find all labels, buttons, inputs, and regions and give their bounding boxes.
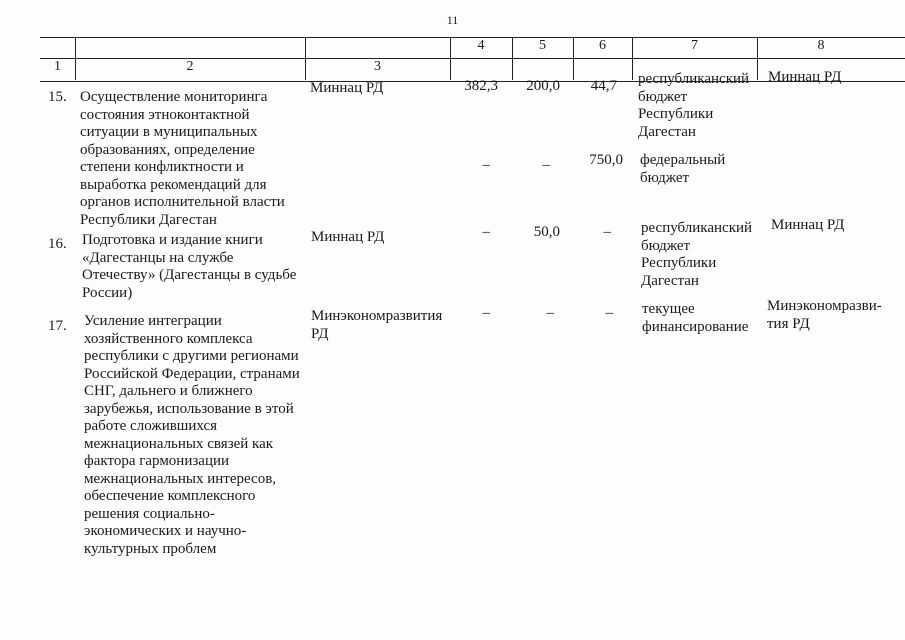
amount-col4: –: [482, 305, 490, 321]
row-responsible: Минэкономразви- тия РД: [767, 298, 882, 332]
row-description: Подготовка и издание книги «Дагестанцы на службе Отечеству» (Дагестанцы в судьбе России): [82, 232, 297, 301]
row-number: 17.: [48, 318, 67, 334]
row-executor: Минэкономразвития РД: [311, 308, 443, 342]
funding-source: республиканский бюджет Республики Дагестан: [641, 220, 753, 289]
amount-col5: –: [542, 157, 550, 173]
row-executor: Миннац РД: [311, 229, 385, 245]
funding-source: федеральный бюджет: [640, 152, 726, 186]
header-top-label: 7: [691, 38, 698, 53]
header-top-label: 8: [817, 38, 825, 53]
row-number: 16.: [48, 236, 67, 252]
amount-col4: –: [482, 157, 490, 173]
amount-col5: –: [546, 305, 554, 321]
amount-col6: 750,0: [589, 152, 623, 168]
row-description: Усиление интеграции хозяйственного комплекса республики с другими регионами Российской Федерации, странами СНГ, дальнего и ближнего зарубежья, использование в этой работе сложившихся межнациональных связей как фактора гармонизации межнациональных интересов, обеспечение комплексного решения социально- экономических и научно- культурных проблем: [84, 313, 300, 557]
funding-source: республиканский бюджет Республики Дагестан: [638, 71, 750, 140]
amount-col6: –: [603, 224, 611, 240]
header-top-label: 5: [539, 38, 546, 53]
row-description: Осуществление мониторинга состояния этноконтактной ситуации в муниципальных образованиях, определение степени конфликтности и выработка рекомендаций для органов исполнительной власти Республики Дагестан: [80, 89, 285, 228]
row-number: 15.: [48, 89, 67, 105]
amount-col6: –: [605, 305, 613, 321]
page-number: 11: [446, 13, 459, 27]
row-responsible: Миннац РД: [771, 217, 845, 233]
amount-col6: 44,7: [590, 78, 617, 94]
column-number: 2: [186, 59, 194, 74]
header-top-label: 4: [477, 38, 485, 53]
row-responsible: Миннац РД: [768, 69, 842, 85]
amount-col4: 382,3: [464, 78, 498, 94]
column-number: 3: [374, 59, 381, 74]
header-top-label: 6: [599, 38, 606, 53]
funding-source: текущее финансирование: [642, 301, 749, 335]
row-executor: Миннац РД: [310, 80, 384, 96]
amount-col5: 200,0: [526, 78, 560, 94]
amount-col5: 50,0: [533, 224, 560, 240]
column-number: 1: [54, 59, 61, 74]
amount-col4: –: [482, 224, 490, 240]
